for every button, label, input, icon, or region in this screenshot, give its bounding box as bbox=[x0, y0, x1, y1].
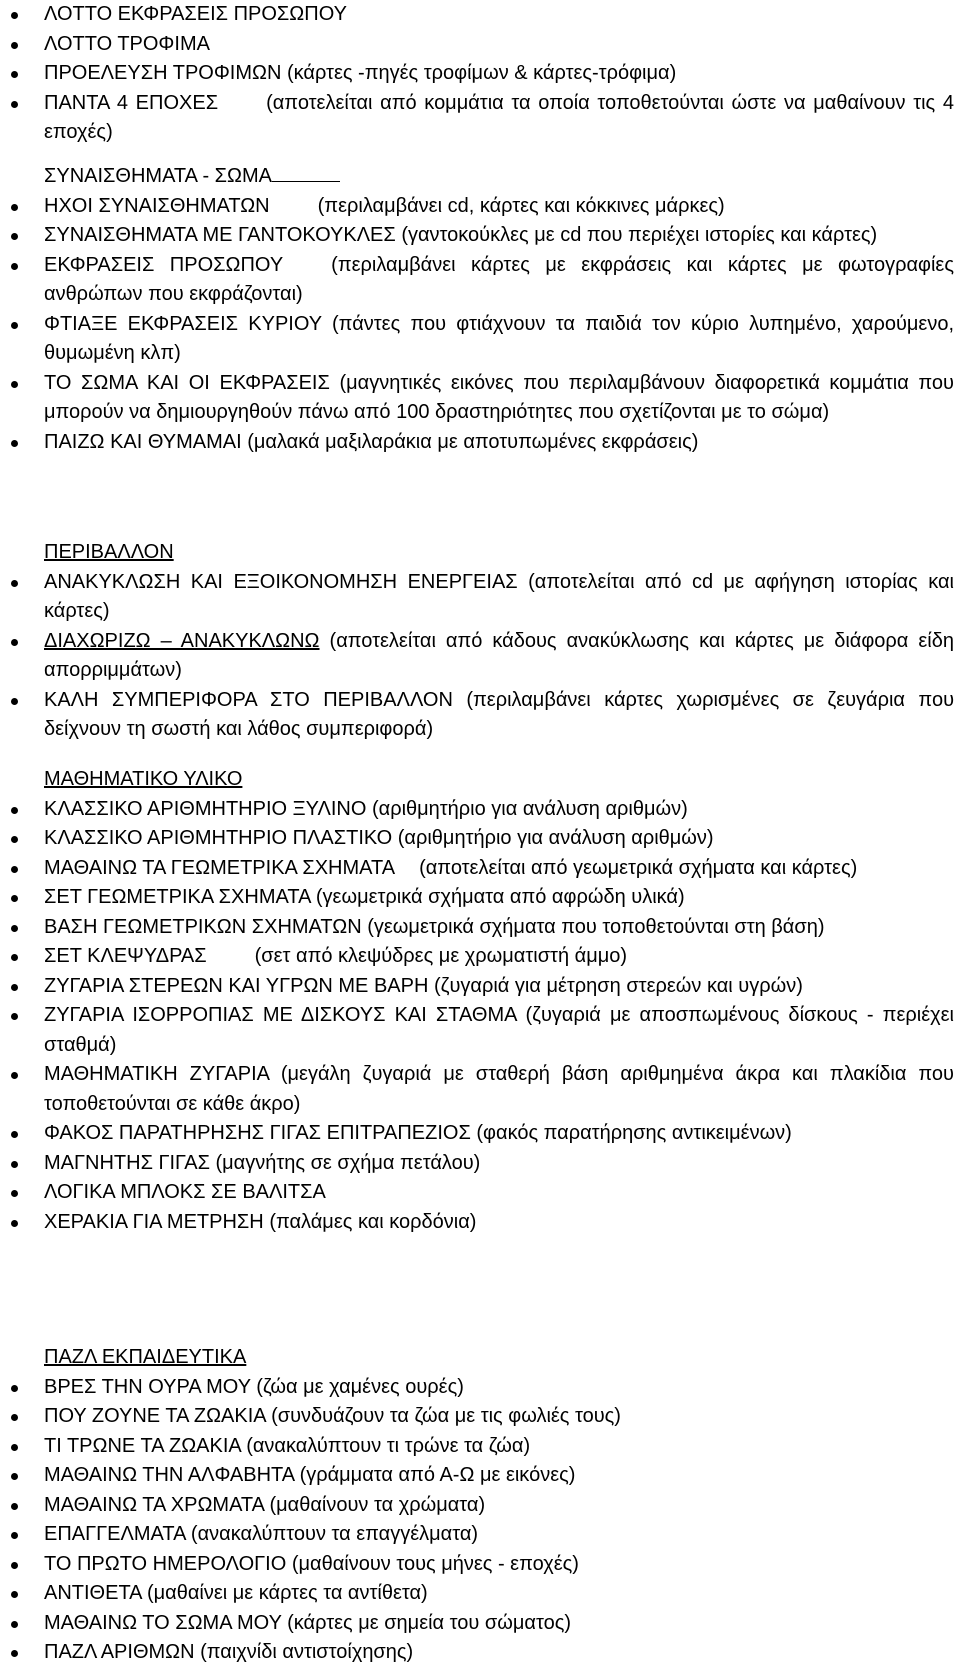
item-title: ΔΙΑΧΩΡΙΖΩ – ΑΝΑΚΥΚΛΩΝΩ bbox=[44, 629, 320, 652]
item-desc: (ζώα με χαμένες ουρές) bbox=[256, 1375, 464, 1398]
item-desc: (κάρτες -πηγές τροφίμων & κάρτες-τρόφιμα) bbox=[286, 62, 677, 84]
list-item bbox=[0, 1432, 960, 1462]
intro-list-block bbox=[0, 0, 960, 148]
item-desc: (μαθαίνουν τα χρώματα) bbox=[269, 1493, 486, 1516]
item-title: ΜΑΘΑΙΝΩ ΤΑ ΓΕΩΜΕΤΡΙΚΑ ΣΧΗΜΑΤΑ bbox=[44, 856, 396, 879]
item-desc: (ζυγαριά για μέτρηση στερεών και υγρών) bbox=[433, 974, 803, 997]
section-list bbox=[0, 192, 960, 458]
list-item bbox=[0, 942, 960, 972]
item-desc: (αριθμητήριο για ανάλυση αριθμών) bbox=[371, 797, 688, 820]
item-desc: (πάντες που φτιάχνουν τα παιδιά τον κύριο λυπημένο, χαρούμενο, θυμωμένη κλπ) bbox=[44, 312, 955, 364]
item-desc: (ανακαλύπτουν τα επαγγέλματα) bbox=[190, 1523, 479, 1545]
section-heading bbox=[0, 765, 960, 795]
item-title: ΗΧΟΙ ΣΥΝΑΙΣΘΗΜΑΤΩΝ bbox=[44, 194, 270, 217]
list-item bbox=[0, 0, 960, 30]
item-title: ΛΟΓΙΚΑ ΜΠΛΟΚΣ ΣΕ ΒΑΛΙΤΣΑ bbox=[44, 1181, 326, 1203]
item-desc: (γεωμετρικά σχήματα που τοποθετούνται στη βάση) bbox=[367, 915, 825, 938]
list-item bbox=[0, 1638, 960, 1668]
list-item bbox=[0, 310, 960, 369]
section-heading-text: ΠΑΖΛ ΕΚΠΑΙΔΕΥΤΙΚΑ bbox=[44, 1346, 247, 1368]
item-desc: (ζυγαριά με αποσπωμένους δίσκους - περιέχει σταθμά) bbox=[44, 1004, 954, 1056]
item-desc: (περιλαμβάνει κάρτες με εκφράσεις και κάρτες με φωτογραφίες ανθρώπων που εκφράζονται) bbox=[44, 253, 954, 305]
item-desc: (μαλακά μαξιλαράκια με αποτυπωμένες εκφράσεις) bbox=[247, 430, 699, 453]
item-title: ΚΛΑΣΣΙΚΟ ΑΡΙΘΜΗΤΗΡΙΟ ΞΥΛΙΝΟ bbox=[44, 797, 367, 820]
list-item bbox=[0, 1060, 960, 1119]
section-math-material bbox=[0, 765, 960, 1237]
item-title: ΚΛΑΣΣΙΚΟ ΑΡΙΘΜΗΤΗΡΙΟ ΠΛΑΣΤΙΚΟ bbox=[44, 827, 393, 849]
item-title: ΕΚΦΡΑΣΕΙΣ ΠΡΟΣΩΠΟΥ bbox=[44, 253, 284, 276]
list-item bbox=[0, 1149, 960, 1179]
item-desc: (αποτελείται από κάδους ανακύκλωσης και κάρτες με διάφορα είδη απορριμμάτων) bbox=[44, 629, 954, 681]
item-title: ΜΑΘΗΜΑΤΙΚΗ ΖΥΓΑΡΙΑ bbox=[44, 1063, 269, 1085]
item-desc: (κάρτες με σημεία του σώματος) bbox=[287, 1611, 571, 1634]
item-title: ΒΑΣΗ ΓΕΩΜΕΤΡΙΚΩΝ ΣΧΗΜΑΤΩΝ bbox=[44, 915, 362, 938]
section-heading-text: ΣΥΝΑΙΣΘΗΜΑΤΑ - ΣΩΜΑ bbox=[44, 165, 272, 187]
item-desc: (μαθαίνει με κάρτες τα αντίθετα) bbox=[146, 1582, 428, 1604]
item-title: ΤΙ ΤΡΩΝΕ ΤΑ ΖΩΑΚΙΑ bbox=[44, 1434, 241, 1457]
item-title: ΚΑΛΗ ΣΥΜΠΕΡΙΦΟΡΑ ΣΤΟ ΠΕΡΙΒΑΛΛΟΝ bbox=[44, 688, 453, 711]
section-list bbox=[0, 1373, 960, 1668]
item-title: ΠΑΝΤΑ 4 ΕΠΟΧΕΣ bbox=[44, 91, 219, 114]
list-item bbox=[0, 1550, 960, 1580]
section-heading-text: ΠΕΡΙΒΑΛΛΟΝ bbox=[44, 541, 174, 563]
list-item bbox=[0, 251, 960, 310]
list-item bbox=[0, 1208, 960, 1238]
intro-list bbox=[0, 0, 960, 148]
list-item bbox=[0, 883, 960, 913]
list-item bbox=[0, 221, 960, 251]
list-item bbox=[0, 913, 960, 943]
section-heading bbox=[0, 538, 960, 568]
item-title: ΤΟ ΠΡΩΤΟ ΗΜΕΡΟΛΟΓΙΟ bbox=[44, 1552, 287, 1575]
list-item bbox=[0, 1001, 960, 1060]
item-title: ΣΕΤ ΚΛΕΨΥΔΡΑΣ bbox=[44, 945, 207, 967]
list-item bbox=[0, 1178, 960, 1208]
list-item bbox=[0, 795, 960, 825]
item-title: ΜΑΘΑΙΝΩ ΤΟ ΣΩΜΑ ΜΟΥ bbox=[44, 1611, 282, 1634]
section-heading bbox=[0, 1343, 960, 1373]
list-item bbox=[0, 824, 960, 854]
list-item bbox=[0, 1609, 960, 1639]
item-title: ΜΑΘΑΙΝΩ ΤΗΝ ΑΛΦΑΒΗΤΑ bbox=[44, 1464, 294, 1486]
list-item bbox=[0, 1461, 960, 1491]
section-list bbox=[0, 568, 960, 745]
item-title: ΜΑΘΑΙΝΩ ΤΑ ΧΡΩΜΑΤΑ bbox=[44, 1493, 264, 1516]
list-item bbox=[0, 686, 960, 745]
item-title: ΖΥΓΑΡΙΑ ΙΣΟΡΡΟΠΙΑΣ ΜΕ ΔΙΣΚΟΥΣ ΚΑΙ ΣΤΑΘΜΑ bbox=[44, 1004, 517, 1026]
section-environment bbox=[0, 538, 960, 745]
list-item bbox=[0, 568, 960, 627]
item-title: ΦΑΚΟΣ ΠΑΡΑΤΗΡΗΣΗΣ ΓΙΓΑΣ ΕΠΙΤΡΑΠΕΖΙΟΣ bbox=[44, 1122, 471, 1144]
item-desc: (γράμματα από Α-Ω με εικόνες) bbox=[299, 1464, 576, 1486]
list-item bbox=[0, 369, 960, 428]
item-desc: (συνδυάζουν τα ζώα με τις φωλιές τους) bbox=[271, 1405, 621, 1427]
item-title: ΑΝΤΙΘΕΤΑ bbox=[44, 1582, 142, 1604]
list-item bbox=[0, 1119, 960, 1149]
list-item bbox=[0, 854, 960, 884]
item-desc: (αριθμητήριο για ανάλυση αριθμών) bbox=[397, 827, 714, 849]
item-desc: (αποτελείται από γεωμετρικά σχήματα και κάρτες) bbox=[419, 856, 858, 879]
item-title: ΛΟΤΤΟ ΤΡΟΦΙΜΑ bbox=[44, 32, 210, 55]
item-desc: (μαγνητικές εικόνες που περιλαμβάνουν διαφορετικά κομμάτια που μπορούν να δημιουργηθούν πάνω από 100 δραστηριότητες που σχετίζονται με το σώμα) bbox=[44, 371, 954, 423]
item-title: ΠΑΙΖΩ ΚΑΙ ΘΥΜΑΜΑΙ bbox=[44, 430, 242, 453]
item-desc: (αποτελείται από cd με αφήγηση ιστορίας και κάρτες) bbox=[44, 570, 954, 622]
list-item bbox=[0, 428, 960, 458]
item-desc: (περιλαμβάνει cd, κάρτες και κόκκινες μάρκες) bbox=[317, 194, 725, 217]
section-list bbox=[0, 795, 960, 1238]
item-title: ΜΑΓΝΗΤΗΣ ΓΙΓΑΣ bbox=[44, 1151, 210, 1174]
item-title: ΠΟΥ ΖΟΥΝΕ ΤΑ ΖΩΑΚΙΑ bbox=[44, 1405, 266, 1427]
list-item bbox=[0, 627, 960, 686]
item-desc: (μεγάλη ζυγαριά με σταθερή βάση αριθμημένα άκρα και πλακίδια που τοποθετούνται σε κάθε άκρο) bbox=[44, 1063, 954, 1115]
item-desc: (γαντοκούκλες με cd που περιέχει ιστορίες και κάρτες) bbox=[401, 224, 878, 246]
heading-underline bbox=[272, 163, 340, 182]
item-desc: (περιλαμβάνει κάρτες χωρισμένες σε ζευγάρια που δείχνουν τη σωστή και λάθος συμπεριφορά) bbox=[44, 688, 955, 740]
list-item bbox=[0, 59, 960, 89]
item-desc: (γεωμετρικά σχήματα από αφρώδη υλικά) bbox=[315, 886, 685, 908]
item-title: ΒΡΕΣ ΤΗΝ ΟΥΡΑ ΜΟΥ bbox=[44, 1375, 251, 1398]
list-item bbox=[0, 1491, 960, 1521]
item-title: ΠΡΟΕΛΕΥΣΗ ΤΡΟΦΙΜΩΝ bbox=[44, 62, 282, 84]
item-title: ΦΤΙΑΞΕ ΕΚΦΡΑΣΕΙΣ ΚΥΡΙΟΥ bbox=[44, 312, 322, 335]
list-item bbox=[0, 972, 960, 1002]
item-desc: (ανακαλύπτουν τι τρώνε τα ζώα) bbox=[246, 1434, 531, 1457]
item-title: ΧΕΡΑΚΙΑ ΓΙΑ ΜΕΤΡΗΣΗ bbox=[44, 1210, 264, 1233]
list-item bbox=[0, 89, 960, 148]
list-item bbox=[0, 1402, 960, 1432]
item-desc: (σετ από κλεψύδρες με χρωματιστή άμμο) bbox=[254, 945, 628, 967]
item-desc: (μαθαίνουν τους μήνες - εποχές) bbox=[291, 1552, 579, 1575]
item-desc: (φακός παρατήρησης αντικειμένων) bbox=[476, 1122, 792, 1144]
list-item bbox=[0, 192, 960, 222]
section-heading bbox=[0, 162, 960, 192]
item-desc: (παλάμες και κορδόνια) bbox=[269, 1210, 477, 1233]
item-desc: (μαγνήτης σε σχήμα πετάλου) bbox=[215, 1151, 481, 1174]
list-item bbox=[0, 30, 960, 60]
list-item bbox=[0, 1373, 960, 1403]
item-title: ΑΝΑΚΥΚΛΩΣΗ ΚΑΙ ΕΞΟΙΚΟΝΟΜΗΣΗ ΕΝΕΡΓΕΙΑΣ bbox=[44, 570, 518, 593]
list-item bbox=[0, 1520, 960, 1550]
item-title: ΣΥΝΑΙΣΘΗΜΑΤΑ ΜΕ ΓΑΝΤΟΚΟΥΚΛΕΣ bbox=[44, 224, 396, 246]
item-title: ΖΥΓΑΡΙΑ ΣΤΕΡΕΩΝ ΚΑΙ ΥΓΡΩΝ ΜΕ ΒΑΡΗ bbox=[44, 974, 429, 997]
item-desc: (αποτελείται από κομμάτια τα οποία τοποθετούνται ώστε να μαθαίνουν τις 4 εποχές) bbox=[44, 91, 954, 143]
list-item bbox=[0, 1579, 960, 1609]
section-emotions-body bbox=[0, 162, 960, 457]
section-educational-puzzles bbox=[0, 1343, 960, 1668]
item-desc: (παιχνίδι αντιστοίχησης) bbox=[200, 1641, 414, 1663]
section-heading-text: ΜΑΘΗΜΑΤΙΚΟ ΥΛΙΚΟ bbox=[44, 768, 243, 790]
item-title: ΛΟΤΤΟ ΕΚΦΡΑΣΕΙΣ ΠΡΟΣΩΠΟΥ bbox=[44, 3, 347, 25]
item-title: ΣΕΤ ΓΕΩΜΕΤΡΙΚΑ ΣΧΗΜΑΤΑ bbox=[44, 886, 311, 908]
item-title: ΠΑΖΛ ΑΡΙΘΜΩΝ bbox=[44, 1641, 195, 1663]
item-title: ΤΟ ΣΩΜΑ ΚΑΙ ΟΙ ΕΚΦΡΑΣΕΙΣ bbox=[44, 371, 330, 394]
item-title: ΕΠΑΓΓΕΛΜΑΤΑ bbox=[44, 1523, 186, 1545]
